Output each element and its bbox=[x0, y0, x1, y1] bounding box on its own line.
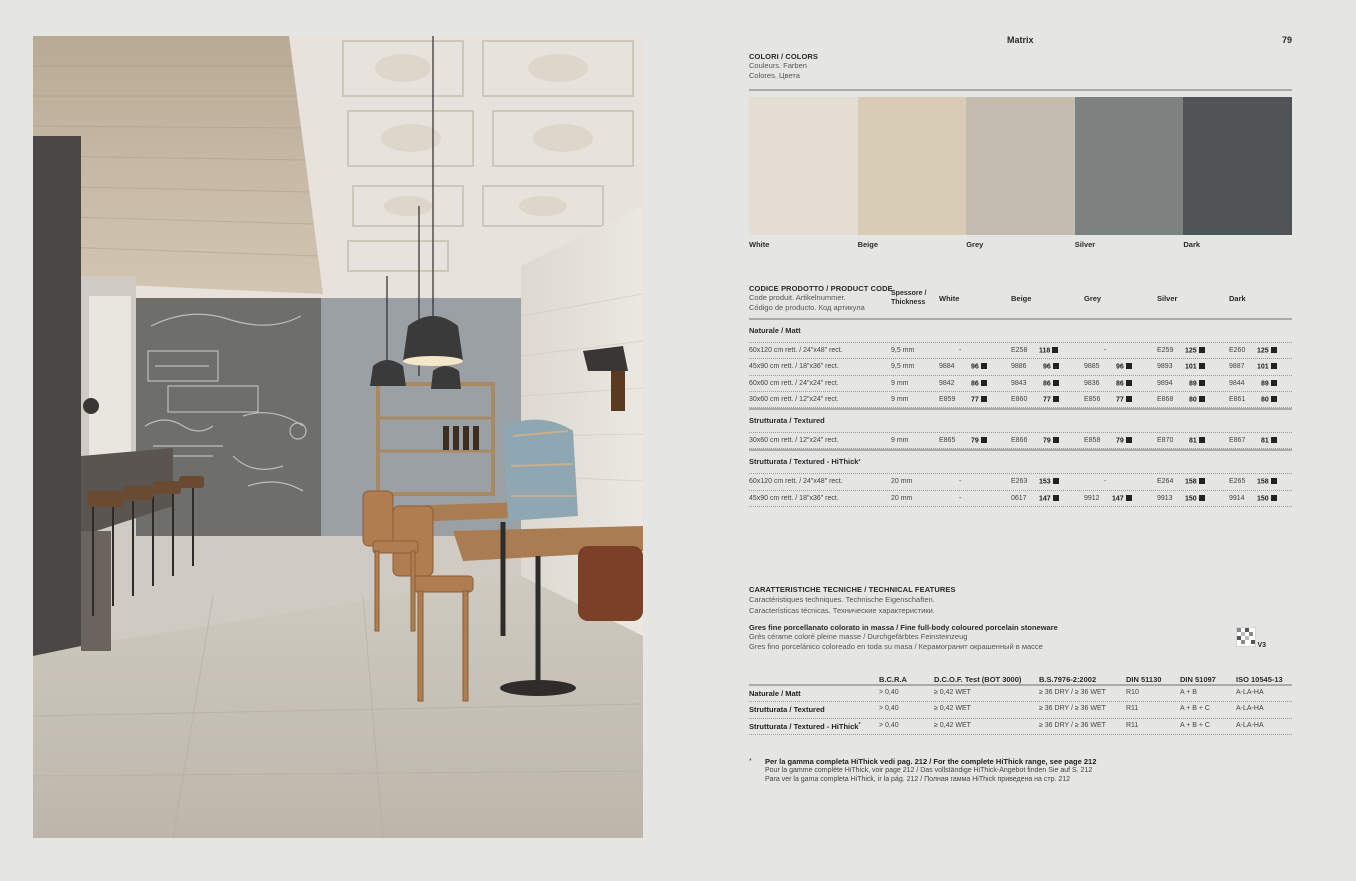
spec-row bbox=[749, 686, 1292, 702]
column-header-white: White bbox=[939, 294, 960, 303]
product-groups bbox=[749, 320, 1292, 507]
product-code-subtitle-1: Code produit. Artikelnummer. bbox=[749, 293, 846, 302]
spec-value: R11 bbox=[1126, 721, 1139, 729]
quantity-cell bbox=[1116, 396, 1132, 404]
pallet-square-icon bbox=[981, 380, 987, 386]
pallet-square-icon bbox=[1126, 495, 1132, 501]
pallet-square-icon bbox=[1126, 437, 1132, 443]
material-subtitle-1: Grès cérame coloré pleine masse / Durchgefärbtes Feinsteinzeug bbox=[749, 632, 968, 641]
quantity-cell bbox=[1261, 380, 1277, 388]
swatch-label-silver: Silver bbox=[1074, 240, 1096, 249]
series-name: Matrix bbox=[1007, 35, 1034, 45]
thickness-cell: 20 mm bbox=[891, 478, 913, 486]
quantity-cell bbox=[1185, 478, 1205, 486]
size-cell: 30x60 cm rett. / 12"x24" rect. bbox=[749, 437, 839, 445]
table-row bbox=[749, 376, 1292, 392]
quantity-cell bbox=[1116, 437, 1132, 445]
quantity-value: 153 bbox=[1039, 478, 1051, 486]
table-row bbox=[749, 392, 1292, 408]
code-cell: 9913 bbox=[1157, 494, 1173, 502]
code-cell: E870 bbox=[1157, 437, 1174, 445]
quantity-value: 101 bbox=[1185, 363, 1197, 371]
column-header-beige: Beige bbox=[1011, 294, 1032, 303]
thickness-cell: 9 mm bbox=[891, 379, 909, 387]
group-title-text: Strutturata / Textured - HiThick bbox=[749, 457, 859, 467]
pallet-square-icon bbox=[1199, 396, 1205, 402]
pallet-square-icon bbox=[1199, 495, 1205, 501]
quantity-value: 96 bbox=[1116, 363, 1124, 371]
quantity-cell bbox=[1257, 347, 1277, 355]
code-cell: 9842 bbox=[939, 379, 955, 387]
shade-variation-icon bbox=[1236, 627, 1256, 647]
column-header-silver: Silver bbox=[1157, 294, 1178, 303]
material-title: Gres fine porcellanato colorato in massa / Fine full-body coloured porcelain stoneware bbox=[749, 623, 1058, 632]
quantity-value: 80 bbox=[1261, 396, 1269, 404]
code-cell: 9912 bbox=[1084, 494, 1100, 502]
tech-subtitle-1: Caractéristiques techniques. Technische Eigenschaften. bbox=[749, 595, 935, 604]
pallet-square-icon bbox=[1053, 380, 1059, 386]
spec-value: A-LA-HA bbox=[1236, 705, 1264, 713]
code-cell: - bbox=[1104, 478, 1107, 486]
pallet-square-icon bbox=[1126, 363, 1132, 369]
thickness-label-1: Spessore / bbox=[891, 290, 927, 297]
spec-row-label-text: Naturale / Matt bbox=[749, 689, 801, 698]
quantity-cell bbox=[1185, 363, 1205, 371]
spec-value: > 0,40 bbox=[879, 705, 899, 713]
quantity-cell bbox=[1116, 363, 1132, 371]
footnote-line-2: Pour la gamme complète HiThick, voir page 212 / Das vollständige HiThick-Angebot finden Sie auf S. 212 bbox=[765, 767, 1093, 775]
color-swatch-labels bbox=[749, 240, 1292, 249]
code-cell: E867 bbox=[1229, 437, 1246, 445]
quantity-value: 81 bbox=[1261, 437, 1269, 445]
quantity-value: 118 bbox=[1039, 347, 1051, 355]
spec-row-label-text: Strutturata / Textured bbox=[749, 705, 825, 715]
pallet-square-icon bbox=[1053, 363, 1059, 369]
code-cell: - bbox=[1104, 347, 1107, 354]
quantity-cell bbox=[1043, 437, 1059, 445]
quantity-value: 96 bbox=[971, 363, 979, 371]
swatch-label-grey: Grey bbox=[966, 240, 984, 249]
quantity-cell bbox=[1257, 363, 1277, 371]
restaurant-interior-illustration bbox=[33, 36, 643, 838]
quantity-cell bbox=[971, 363, 987, 371]
pallet-square-icon bbox=[1199, 437, 1205, 443]
group-title bbox=[749, 320, 1292, 342]
code-cell: 9884 bbox=[939, 363, 955, 371]
quantity-value: 77 bbox=[1116, 396, 1124, 404]
code-cell: E860 bbox=[1011, 395, 1028, 403]
thickness-cell: 20 mm bbox=[891, 494, 913, 502]
quantity-value: 77 bbox=[971, 396, 979, 404]
quantity-cell bbox=[1116, 380, 1132, 388]
quantity-cell bbox=[1043, 363, 1059, 371]
pallet-square-icon bbox=[1052, 347, 1058, 353]
quantity-value: 158 bbox=[1185, 478, 1197, 486]
pallet-square-icon bbox=[981, 396, 987, 402]
code-cell: 9836 bbox=[1084, 379, 1100, 387]
code-cell: E260 bbox=[1229, 347, 1246, 354]
material-subtitle-2: Gres fino porcelánico coloreado en toda su masa / Керамогранит окрашенный в массе bbox=[749, 641, 1043, 651]
swatch-grey bbox=[966, 97, 1075, 235]
quantity-cell bbox=[971, 380, 987, 388]
spec-row bbox=[749, 702, 1292, 718]
group-title-text: Naturale / Matt bbox=[749, 326, 801, 335]
code-cell: - bbox=[959, 347, 962, 354]
spec-header: D.C.O.F. Test (BOT 3000) bbox=[934, 675, 1022, 684]
product-code-table bbox=[749, 284, 1292, 507]
product-code-title: CODICE PRODOTTO / PRODUCT CODE bbox=[749, 284, 893, 293]
divider bbox=[749, 89, 1292, 91]
column-header-dark: Dark bbox=[1229, 294, 1246, 303]
quantity-cell bbox=[1039, 495, 1059, 503]
spec-row-label bbox=[749, 689, 801, 698]
pallet-square-icon bbox=[981, 437, 987, 443]
spec-value: A-LA-HA bbox=[1236, 721, 1264, 729]
spec-table-header bbox=[749, 672, 1292, 686]
quantity-value: 158 bbox=[1257, 478, 1269, 486]
quantity-cell bbox=[971, 396, 987, 404]
spec-row-mark: * bbox=[858, 721, 861, 728]
code-cell: E859 bbox=[939, 395, 956, 403]
code-cell: 9843 bbox=[1011, 379, 1027, 387]
spec-value: > 0,40 bbox=[879, 721, 899, 729]
code-cell: E264 bbox=[1157, 478, 1174, 486]
table-row bbox=[749, 474, 1292, 490]
size-cell: 30x60 cm rett. / 12"x24" rect. bbox=[749, 395, 839, 403]
quantity-cell bbox=[1185, 347, 1205, 355]
group-title bbox=[749, 451, 1292, 473]
footnote-mark: * bbox=[749, 758, 752, 765]
pallet-square-icon bbox=[1271, 347, 1277, 353]
pallet-square-icon bbox=[1053, 478, 1059, 484]
footnote bbox=[749, 757, 1292, 785]
pallet-square-icon bbox=[1199, 363, 1205, 369]
quantity-value: 86 bbox=[1043, 380, 1051, 388]
material-description bbox=[749, 623, 1292, 651]
pallet-square-icon bbox=[1271, 437, 1277, 443]
catalog-page bbox=[749, 0, 1292, 881]
column-header-grey: Grey bbox=[1084, 294, 1102, 303]
footnote-line-3: Para ver la gama completa HiThick, ir la pág. 212 / Полная гамма HiThick приведена на стр. 212 bbox=[765, 776, 1071, 784]
quantity-value: 96 bbox=[1043, 363, 1051, 371]
spec-header: DIN 51097 bbox=[1180, 675, 1216, 684]
size-cell: 60x120 cm rett. / 24"x48" rect. bbox=[749, 347, 843, 354]
size-cell: 60x120 cm rett. / 24"x48" rect. bbox=[749, 478, 843, 486]
code-cell: - bbox=[959, 478, 962, 486]
pallet-square-icon bbox=[1053, 495, 1059, 501]
code-cell: 9914 bbox=[1229, 494, 1245, 502]
spec-value: ≥ 0,42 WET bbox=[934, 705, 971, 713]
quantity-value: 125 bbox=[1185, 347, 1197, 355]
spec-value: A + B + C bbox=[1180, 705, 1210, 713]
quantity-value: 125 bbox=[1257, 347, 1269, 355]
spec-value: ≥ 0,42 WET bbox=[934, 689, 971, 696]
quantity-value: 89 bbox=[1189, 380, 1197, 388]
quantity-value: 79 bbox=[1116, 437, 1124, 445]
quantity-cell bbox=[1189, 380, 1205, 388]
group-title bbox=[749, 410, 1292, 432]
tech-title: CARATTERISTICHE TECNICHE / TECHNICAL FEATURES bbox=[749, 585, 956, 594]
tech-subtitle-2: Características técnicas. Технические характеристики. bbox=[749, 605, 935, 615]
footnote-line-1: Per la gamma completa HiThick vedi pag. 212 / For the complete HiThick range, see page 212 bbox=[765, 757, 1097, 766]
interior-photo bbox=[33, 36, 643, 838]
quantity-cell bbox=[1257, 495, 1277, 503]
size-cell: 60x60 cm rett. / 24"x24" rect. bbox=[749, 379, 839, 387]
quantity-value: 147 bbox=[1112, 495, 1124, 503]
spec-table-rows bbox=[749, 686, 1292, 735]
pallet-square-icon bbox=[1271, 363, 1277, 369]
shade-variation-label: V3 bbox=[1257, 642, 1266, 649]
code-cell: 9887 bbox=[1229, 363, 1245, 371]
quantity-value: 79 bbox=[1043, 437, 1051, 445]
spec-row-label-text: Strutturata / Textured - HiThick bbox=[749, 721, 859, 731]
spec-value: A + B + C bbox=[1180, 721, 1210, 729]
swatch-beige bbox=[858, 97, 967, 235]
color-swatches bbox=[749, 97, 1292, 235]
quantity-cell bbox=[1043, 380, 1059, 388]
spec-value: > 0,40 bbox=[879, 689, 899, 696]
quantity-value: 101 bbox=[1257, 363, 1269, 371]
colors-heading bbox=[749, 52, 818, 80]
spec-value: A-LA-HA bbox=[1236, 689, 1264, 696]
swatch-label-dark: Dark bbox=[1183, 240, 1201, 249]
code-cell: E866 bbox=[1011, 437, 1028, 445]
size-cell: 45x90 cm rett. / 18"x36" rect. bbox=[749, 363, 839, 371]
pallet-square-icon bbox=[1199, 380, 1205, 386]
thickness-cell: 9 mm bbox=[891, 395, 909, 403]
code-cell: E265 bbox=[1229, 478, 1246, 486]
spec-row-label bbox=[749, 705, 825, 714]
pallet-square-icon bbox=[1199, 478, 1205, 484]
spec-value: R11 bbox=[1126, 705, 1139, 713]
spec-value: ≥ 0,42 WET bbox=[934, 721, 971, 729]
quantity-cell bbox=[1261, 396, 1277, 404]
colors-title: COLORI / COLORS bbox=[749, 52, 818, 61]
table-row bbox=[749, 491, 1292, 507]
group-title-mark: * bbox=[858, 459, 861, 466]
quantity-cell bbox=[1039, 347, 1058, 355]
thickness-label-2: Thickness bbox=[891, 298, 926, 306]
pallet-square-icon bbox=[1271, 495, 1277, 501]
size-cell: 45x90 cm rett. / 18"x36" rect. bbox=[749, 494, 839, 502]
pallet-square-icon bbox=[981, 363, 987, 369]
group-title-text: Strutturata / Textured bbox=[749, 416, 825, 426]
thickness-cell: 9,5 mm bbox=[891, 347, 915, 354]
spec-value: ≥ 36 DRY / ≥ 36 WET bbox=[1039, 705, 1106, 713]
table-row bbox=[749, 343, 1292, 359]
page-number: 79 bbox=[1281, 35, 1292, 45]
technical-spec-table bbox=[749, 672, 1292, 735]
swatch-white bbox=[749, 97, 858, 235]
code-cell: E858 bbox=[1084, 437, 1101, 445]
spec-row-label bbox=[749, 722, 860, 731]
code-cell: 9886 bbox=[1011, 363, 1027, 371]
swatch-dark bbox=[1183, 97, 1292, 235]
quantity-cell bbox=[1189, 396, 1205, 404]
swatch-label-white: White bbox=[749, 240, 770, 249]
quantity-value: 150 bbox=[1257, 495, 1269, 503]
thickness-cell: 9,5 mm bbox=[891, 363, 915, 371]
quantity-cell bbox=[1112, 495, 1132, 503]
swatch-label-beige: Beige bbox=[857, 240, 879, 249]
quantity-value: 81 bbox=[1189, 437, 1197, 445]
product-code-subtitle-2: Código de producto. Код артикула bbox=[749, 302, 865, 312]
spec-value: ≥ 36 DRY / ≥ 36 WET bbox=[1039, 689, 1106, 696]
spec-header: B.S.7976-2:2002 bbox=[1039, 675, 1097, 684]
code-cell: 9893 bbox=[1157, 363, 1173, 371]
code-cell: 9844 bbox=[1229, 379, 1245, 387]
quantity-value: 150 bbox=[1185, 495, 1197, 503]
code-cell: E865 bbox=[939, 437, 956, 445]
quantity-value: 86 bbox=[971, 380, 979, 388]
code-cell: E861 bbox=[1229, 395, 1246, 403]
spec-value: ≥ 36 DRY / ≥ 36 WET bbox=[1039, 721, 1106, 729]
pallet-square-icon bbox=[1271, 380, 1277, 386]
quantity-value: 80 bbox=[1189, 396, 1197, 404]
spec-header: ISO 10545-13 bbox=[1236, 675, 1283, 684]
quantity-cell bbox=[1189, 437, 1205, 445]
quantity-cell bbox=[1043, 396, 1059, 404]
product-table-header bbox=[749, 284, 1292, 318]
spec-header: B.C.R.A bbox=[879, 675, 907, 684]
quantity-cell bbox=[971, 437, 987, 445]
colors-subtitle-1: Couleurs. Farben bbox=[749, 61, 807, 70]
pallet-square-icon bbox=[1126, 396, 1132, 402]
spec-row bbox=[749, 719, 1292, 735]
thickness-cell: 9 mm bbox=[891, 437, 909, 445]
code-cell: E263 bbox=[1011, 478, 1028, 486]
code-cell: E258 bbox=[1011, 347, 1028, 354]
code-cell: - bbox=[959, 494, 962, 502]
code-cell: 9885 bbox=[1084, 363, 1100, 371]
technical-features-heading bbox=[749, 585, 1292, 615]
code-cell: 9894 bbox=[1157, 379, 1173, 387]
table-row bbox=[749, 433, 1292, 449]
code-cell: E868 bbox=[1157, 395, 1174, 403]
thickness-heading bbox=[891, 290, 926, 307]
quantity-cell bbox=[1261, 437, 1277, 445]
product-code-heading bbox=[749, 284, 893, 312]
pallet-square-icon bbox=[1271, 396, 1277, 402]
pallet-square-icon bbox=[1271, 478, 1277, 484]
quantity-value: 86 bbox=[1116, 380, 1124, 388]
swatch-silver bbox=[1075, 97, 1184, 235]
quantity-cell bbox=[1185, 495, 1205, 503]
quantity-cell bbox=[1039, 478, 1059, 486]
quantity-value: 147 bbox=[1039, 495, 1051, 503]
quantity-cell bbox=[1257, 478, 1277, 486]
pallet-square-icon bbox=[1053, 437, 1059, 443]
spec-header: DIN 51130 bbox=[1126, 675, 1162, 684]
colors-subtitle-2: Colores. Цвета bbox=[749, 70, 800, 80]
code-cell: E259 bbox=[1157, 347, 1174, 354]
code-cell: 0617 bbox=[1011, 494, 1027, 502]
spec-value: R10 bbox=[1126, 689, 1139, 696]
pallet-square-icon bbox=[1199, 347, 1205, 353]
quantity-value: 79 bbox=[971, 437, 979, 445]
pallet-square-icon bbox=[1126, 380, 1132, 386]
quantity-value: 77 bbox=[1043, 396, 1051, 404]
quantity-value: 89 bbox=[1261, 380, 1269, 388]
pallet-square-icon bbox=[1053, 396, 1059, 402]
spec-value: A + B bbox=[1180, 689, 1197, 696]
table-row bbox=[749, 359, 1292, 375]
code-cell: E856 bbox=[1084, 395, 1101, 403]
